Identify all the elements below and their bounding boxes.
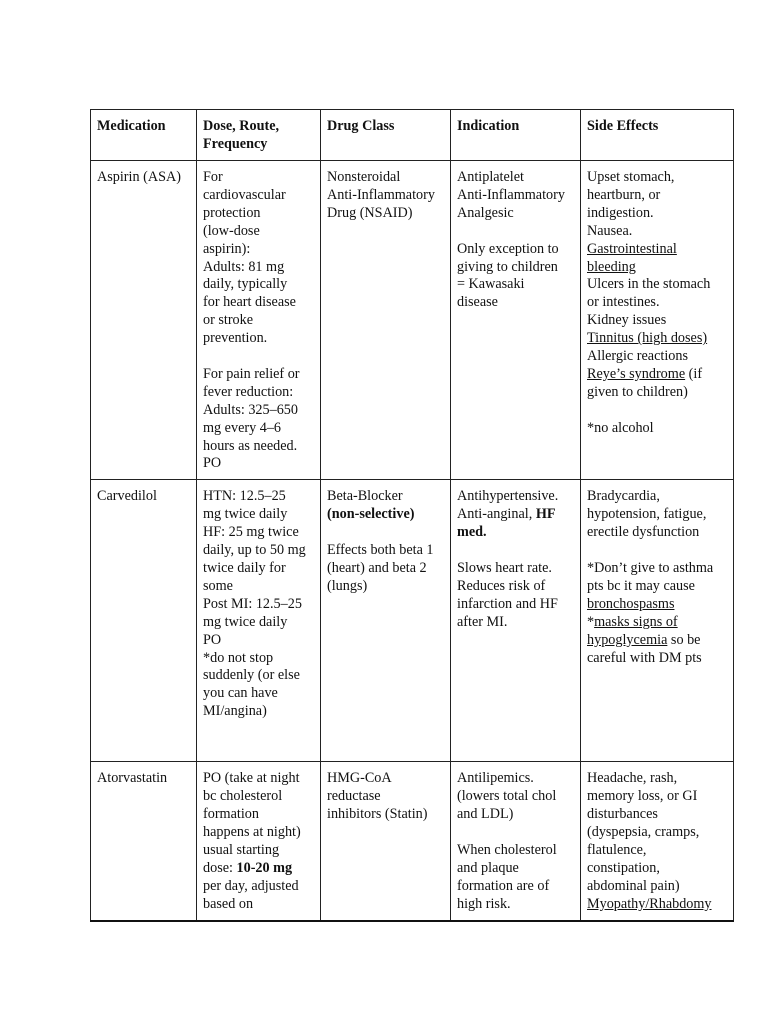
header-dose-route-frequency: Dose, Route, Frequency (197, 110, 321, 161)
text-line: (low-dose (203, 222, 260, 239)
text-line: erectile dysfunction (587, 524, 700, 541)
text-line: Beta-Blocker (327, 488, 403, 505)
cell-drug-class (321, 480, 451, 762)
text-line: Headache, rash, (587, 770, 678, 787)
text-line: pts bc it may cause (587, 577, 695, 594)
text-line: or intestines. (587, 294, 660, 311)
text-line: you can have (203, 685, 278, 702)
text-line: Ulcers in the stomach (587, 276, 711, 293)
text-line: Post MI: 12.5–25 (203, 595, 302, 612)
cell-medication (91, 480, 197, 762)
medication-name: Atorvastatin (97, 770, 168, 787)
text-line: Antilipemics. (457, 770, 534, 787)
text-line: Drug (NSAID) (327, 204, 413, 221)
text-line (587, 366, 727, 384)
bold-text: 10-20 mg (236, 859, 293, 876)
text-line: Antiplatelet (457, 169, 524, 185)
bold-text: HF (535, 506, 556, 523)
text-line: When cholesterol (457, 842, 557, 858)
medication-name: Aspirin (ASA) (97, 169, 181, 185)
text-fragment: Anti-anginal, (457, 506, 536, 523)
text-line: indigestion. (587, 204, 654, 221)
text-line: and plaque (457, 859, 519, 876)
cell-indication (451, 480, 581, 762)
text-line: Kidney issues (587, 312, 667, 329)
text-line: = Kawasaki (457, 276, 525, 293)
text-line: Adults: 325–650 (203, 401, 298, 418)
cell-indication (451, 762, 581, 921)
text-line (587, 632, 727, 650)
text-line: MI/angina) (203, 703, 267, 720)
text-line: twice daily for (203, 560, 286, 577)
text-fragment: * (587, 613, 595, 630)
underlined-text: Reye’s syndrome (587, 365, 686, 382)
blank-line (587, 402, 727, 420)
text-line (587, 614, 727, 632)
text-line: hypotension, fatigue, (587, 506, 707, 523)
text-line: PO (take at night (203, 770, 300, 787)
text-line: *no alcohol (587, 419, 654, 436)
text-line (457, 506, 574, 524)
text-line: Upset stomach, (587, 169, 675, 185)
text-line: and LDL) (457, 806, 514, 823)
text-line: for heart disease (203, 294, 296, 311)
text-line: (heart) and beta 2 (327, 560, 427, 576)
text-line: disturbances (587, 806, 658, 823)
text-fragment: (if (685, 365, 703, 382)
text-line: Adults: 81 mg (203, 258, 285, 275)
cell-medication (91, 161, 197, 480)
text-line: HTN: 12.5–25 (203, 488, 286, 505)
text-line: (dyspepsia, cramps, (587, 824, 700, 841)
text-line: Analgesic (457, 204, 514, 221)
text-line: (lungs) (327, 577, 368, 594)
header-drug-class: Drug Class (321, 110, 451, 161)
text-line: infarction and HF (457, 595, 558, 612)
cell-indication (451, 161, 581, 480)
text-line: prevention. (203, 330, 268, 347)
cell-dose (197, 762, 321, 921)
text-line: hours as needed. (203, 437, 298, 454)
cell-drug-class (321, 762, 451, 921)
text-line: flatulence, (587, 842, 647, 859)
text-line: usual starting (203, 842, 280, 859)
cell-dose (197, 480, 321, 762)
text-line: PO (203, 455, 222, 472)
blank-line (457, 223, 574, 241)
table-row (91, 480, 734, 762)
blank-line (587, 542, 727, 560)
text-line: HMG-CoA (327, 770, 392, 787)
text-line: fever reduction: (203, 383, 294, 400)
text-line: PO (203, 631, 222, 648)
blank-line (457, 824, 574, 842)
underlined-text: Myopathy/Rhabdomy (587, 895, 712, 912)
text-line: giving to children (457, 258, 558, 275)
text-line: *do not stop (203, 649, 274, 666)
text-line: formation (203, 806, 259, 823)
text-line: Anti-Inflammatory (457, 186, 565, 203)
text-line: cardiovascular (203, 186, 286, 203)
text-line: heartburn, or (587, 186, 661, 203)
text-line: protection (203, 204, 261, 221)
text-line: bc cholesterol (203, 788, 283, 805)
text-line: *Don’t give to asthma (587, 560, 714, 576)
blank-line (327, 524, 444, 542)
text-line: happens at night) (203, 824, 301, 841)
medication-name: Carvedilol (97, 488, 157, 505)
text-line: (lowers total chol (457, 788, 557, 805)
text-line: For pain relief or (203, 365, 300, 382)
text-line: reductase (327, 788, 381, 805)
text-line: daily, typically (203, 276, 288, 293)
text-line: Effects both beta 1 (327, 542, 434, 559)
underlined-text: Tinnitus (high doses) (587, 330, 708, 347)
text-line: Antihypertensive. (457, 488, 559, 505)
text-line: mg twice daily (203, 506, 288, 523)
text-line: suddenly (or else (203, 667, 300, 684)
text-line: careful with DM pts (587, 649, 702, 666)
text-line: memory loss, or GI (587, 788, 698, 805)
text-line (203, 860, 314, 878)
text-line: daily, up to 50 mg (203, 542, 306, 559)
text-line: Only exception to (457, 240, 559, 257)
underlined-text: hypoglycemia (587, 631, 668, 648)
text-line: based on (203, 895, 254, 912)
header-indication: Indication (451, 110, 581, 161)
cell-drug-class (321, 161, 451, 480)
blank-line (203, 348, 314, 366)
cell-side-effects (581, 161, 734, 480)
blank-line (457, 542, 574, 560)
header-medication: Medication (91, 110, 197, 161)
text-line: Reduces risk of (457, 577, 546, 594)
text-line: inhibitors (Statin) (327, 806, 428, 823)
cell-side-effects (581, 480, 734, 762)
text-line: HF: 25 mg twice (203, 524, 299, 541)
bold-text: med. (457, 524, 487, 541)
text-line: mg twice daily (203, 613, 288, 630)
text-line: Nonsteroidal (327, 169, 401, 185)
text-line: Nausea. (587, 222, 633, 239)
text-fragment: dose: (203, 859, 237, 876)
underlined-text: bleeding (587, 258, 636, 275)
text-line: given to children) (587, 383, 688, 400)
text-line: per day, adjusted (203, 877, 299, 894)
text-line: high risk. (457, 895, 511, 912)
underlined-text: Gastrointestinal (587, 240, 677, 257)
text-line: after MI. (457, 613, 508, 630)
underlined-text: bronchospasms (587, 595, 675, 612)
bold-text: (non-selective) (327, 506, 415, 523)
table-header-row (91, 110, 734, 161)
cell-dose (197, 161, 321, 480)
text-fragment: so be (667, 631, 701, 648)
text-line: For (203, 169, 223, 185)
text-line: aspirin): (203, 240, 251, 257)
text-line: Bradycardia, (587, 488, 660, 505)
text-line: Anti-Inflammatory (327, 186, 435, 203)
text-line: disease (457, 294, 498, 311)
text-line: mg every 4–6 (203, 419, 282, 436)
medication-table (90, 109, 734, 922)
header-side-effects: Side Effects (581, 110, 734, 161)
text-line: constipation, (587, 859, 660, 876)
table-row (91, 161, 734, 480)
table-row (91, 762, 734, 921)
text-line: or stroke (203, 312, 254, 329)
text-line: abdominal pain) (587, 877, 680, 894)
underlined-text: masks signs of (594, 613, 678, 630)
cell-medication (91, 762, 197, 921)
text-line: Slows heart rate. (457, 560, 552, 576)
cell-side-effects (581, 762, 734, 921)
text-line: some (203, 577, 233, 594)
text-line: Allergic reactions (587, 348, 688, 365)
text-line: formation are of (457, 877, 550, 894)
